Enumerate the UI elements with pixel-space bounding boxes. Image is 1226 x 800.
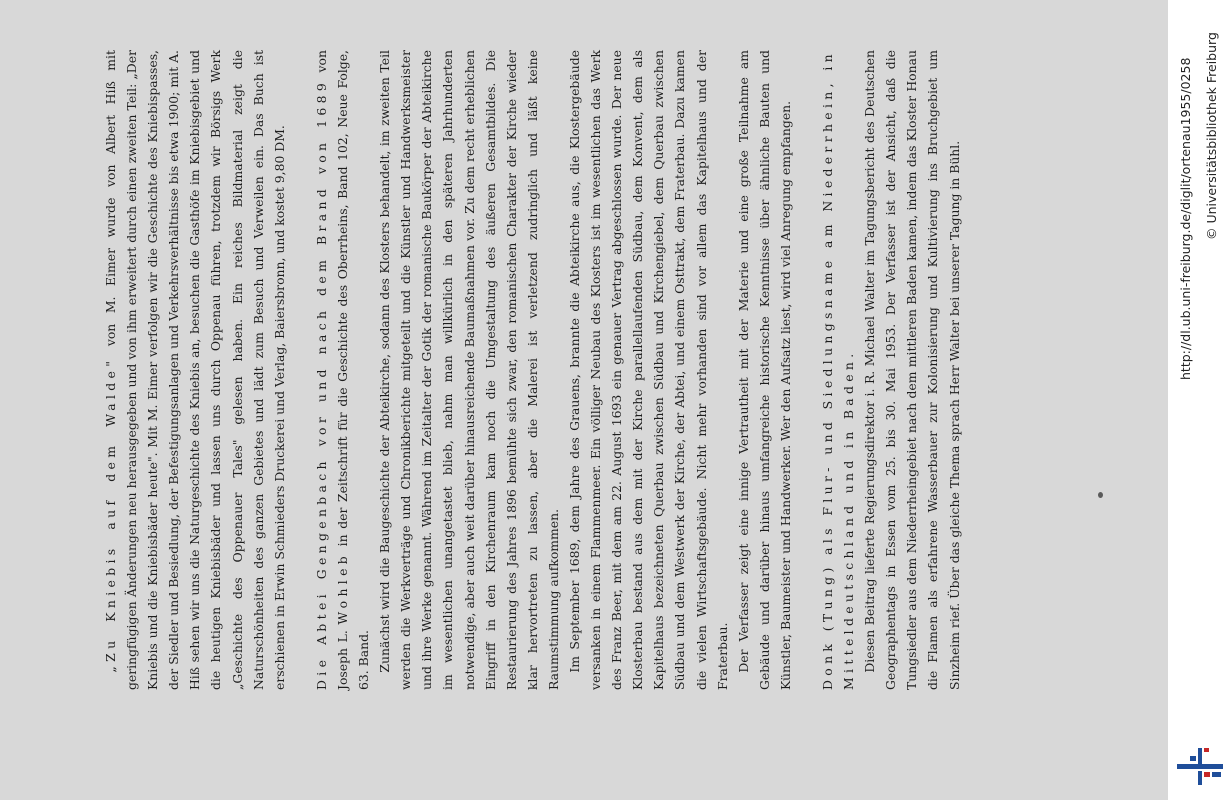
paragraph-gengenbach-title: Die Abtei Gengenbach vor und nach dem Brand von 1689 von Joseph L. Wohleb in der Zeitschrift für die Geschichte des Oberrheins, Band 102, Neue Folge, 63. Band. bbox=[313, 50, 372, 690]
copyright-label: © Universitätsbibliothek Freiburg bbox=[1204, 32, 1219, 240]
paragraph-donk-title bbox=[817, 50, 859, 690]
paragraph-baugeschichte: Zunächst wird die Baugeschichte der Abteikirche, sodann des Klosters behandelt, im zweiten Teil werden die Werkverträge und Chronikberichte mitgeteilt und die Künstler und Handwerksmeister und ihre Werke genannt. Während im Zeitalter der Gotik der romanische Baukörper der Abteikirche im wesentlichen unangetastet blieb, nahm man willkürlich in den späteren Jahrhunderten notwendige, aber auch weit darüber hinausreichende Baumaßnahmen vor. Zu dem recht erheblichen Eingriff in den Kirchenraum kam noch die Umgestaltung des äußeren Gesamtbildes. Die Restaurierung des Jahres 1896 bemühte sich zwar, den romanischen Charakter der Kirche wieder klar hervortreten zu lassen, aber die Malerei ist verletzend zudringlich und läßt keine Raumstimmung aufkommen. bbox=[377, 50, 561, 690]
author-wohleb: Wohleb bbox=[334, 551, 350, 625]
title-donk: Donk (Tung) als Flur- und Siedlungsname am Niederrhein, in Mitteldeutschland und in Baden. bbox=[820, 50, 857, 690]
ub-freiburg-logo-icon bbox=[1177, 744, 1223, 788]
paragraph-kniebis: „Zu Kniebis auf dem Walde" von M. Eimer wurde von Albert Hiß mit geringfügigen Änderungen neu herausgegeben und von ihm erweitert durch einen zweiten Teil: „Der Kniebis und die Kniebisbäder heute". Mit M. Eimer verfolgen wir die Geschichte des Kniebispasses, der Siedler und Besiedlung, der Befestigungsanlagen und Verkehrsverhältnisse bis etwa 1900; mit A. Hiß sehen wir uns die Naturgeschichte des Kniebis an, besuchen die Gasthöfe im Kniebisgebiet und die heutigen Kniebisbäder und lassen uns durch Oppenau führen, trotzdem wir Börsigs Werk „Geschichte des Oppenauer Tales" gelesen haben. Ein reiches Bildmaterial zeigt die Naturschönheiten des ganzen Gebietes und lädt zum Besuch und Verweilen ein. Das Buch ist erschienen in Erwin Schmieders Druckerei und Verlag, Baiersbronn, und kostet 9,80 DM. bbox=[103, 50, 287, 690]
document-text bbox=[100, 50, 962, 690]
source-url-link[interactable]: http://dl.ub.uni-freiburg.de/diglit/ortenau1955/0258 bbox=[1178, 57, 1193, 380]
paragraph-walter: Diesen Beitrag lieferte Regierungsdirektor i. R. Michael Walter im Tagungsbericht des Deutschen Geographentags in Essen vom 25. bis 30. Mai 1953. Der Verfasser ist der Ansicht, daß die Tungsiedler aus dem Niederrheingebiet nach dem mittleren Baden kamen, indem das Kloster Honau die Flamen als erfahrene Wasserbauer zur Kolonisierung und Kultivierung ins Bruchgebiet um Sinzheim rief. Über das gleiche Thema sprach Herr Walter bei unserer Tagung in Bühl. bbox=[862, 50, 962, 690]
scan-speck bbox=[1098, 492, 1103, 498]
title-gengenbach: Die Abtei Gengenbach vor und nach dem Brand von 1689 bbox=[313, 78, 329, 690]
paragraph-verfasser: Der Verfasser zeigt eine innige Vertrautheit mit der Materie und eine große Teilnahme am Gebäude und darüber hinaus umfangreiche historische Kenntnisse über ähnliche Bauten und Künstler, Baumeister und Handwerker. Wer den Aufsatz liest, wird viel Anregung empfangen. bbox=[735, 50, 793, 690]
title-kniebis: „Zu Kniebis auf dem Walde" bbox=[103, 356, 118, 673]
paragraph-brand-1689: Im September 1689, dem Jahre des Grauens, brannte die Abteikirche aus, die Klostergebäude versanken in einem Flammenmeer. Ein völliger Neubau des Klosters ist im wesentlichen das Werk des Franz Beer, mit dem am 22. August 1693 ein genauer Vertrag abgeschlossen wurde. Der neue Klosterbau bestand aus dem mit der Kirche parallellaufenden Südbau, dem Konvent, dem als Kapitelhaus bezeichneten Querbau zwischen Südbau und Kirchengiebel, dem Querbau zwischen Südbau und dem Westwerk der Kirche, der Abtei, und einem Osttrakt, dem Fraterbau. Dazu kamen die vielen Wirtschaftsgebäude. Nicht mehr vorhanden sind vor allem das Kapitelhaus und der Fraterbau. bbox=[566, 50, 730, 690]
